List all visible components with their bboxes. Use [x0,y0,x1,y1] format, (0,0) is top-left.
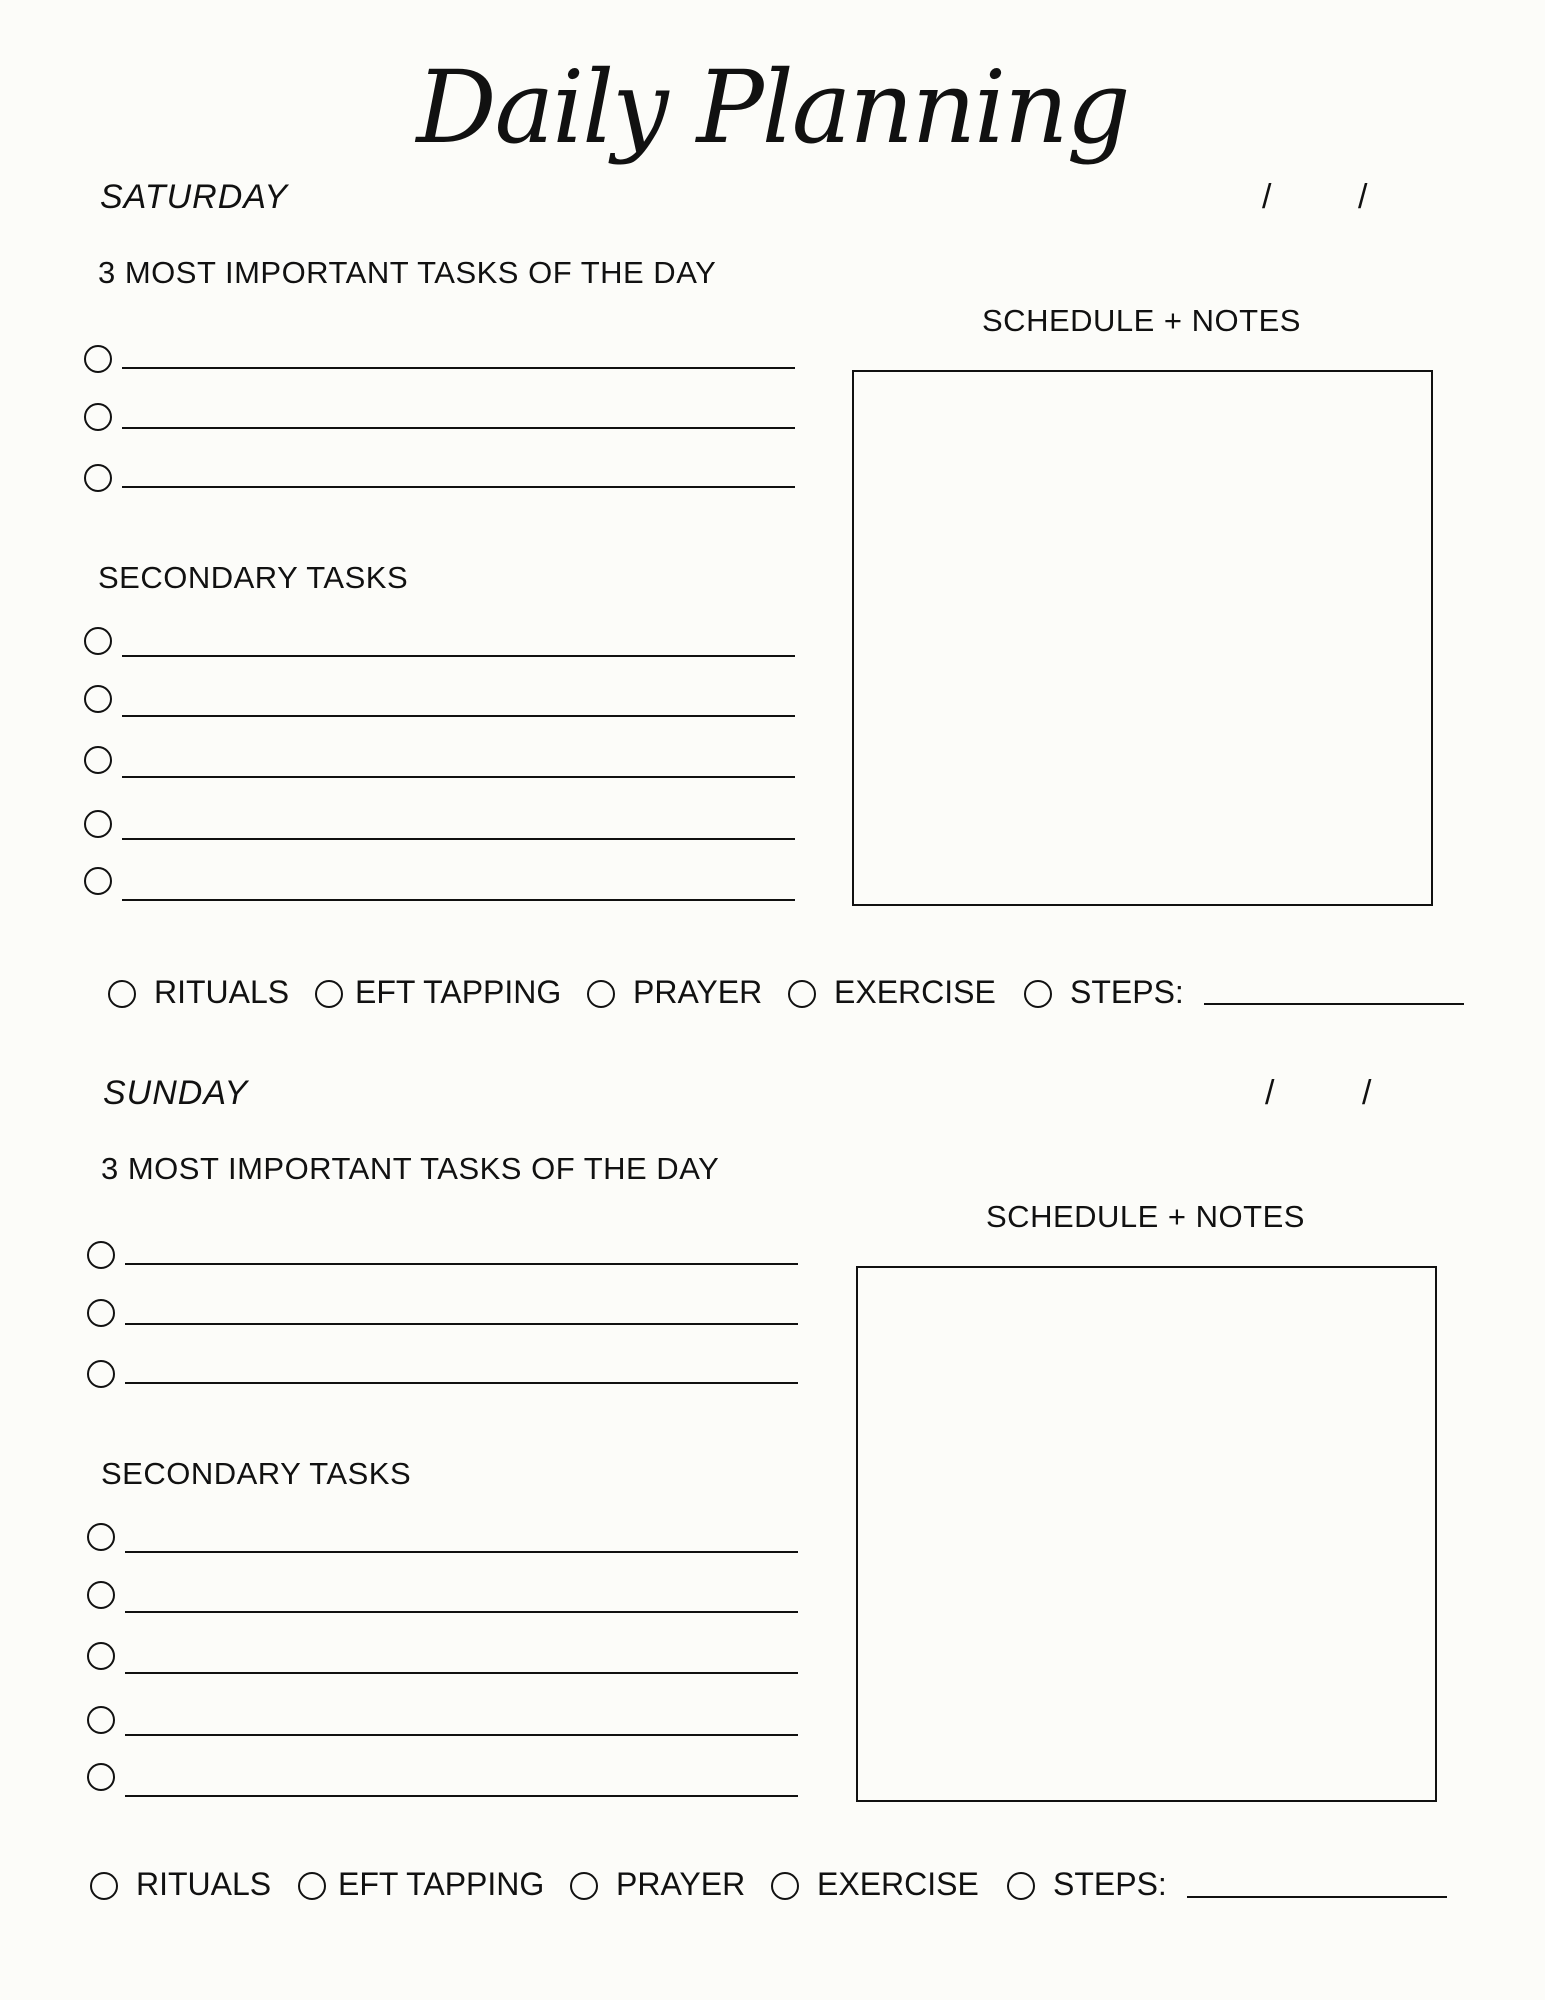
schedule-notes-box[interactable] [852,370,1433,906]
task-line[interactable] [125,1611,798,1613]
schedule-heading: SCHEDULE + NOTES [982,303,1301,338]
habit-label: EXERCISE [817,1866,979,1902]
day-section-sunday [0,896,1545,1902]
important-task-row[interactable] [0,1241,820,1281]
task-checkbox[interactable] [87,1706,115,1734]
date-separator: / [1265,1074,1275,1112]
day-name: SATURDAY [100,178,289,216]
habit-label: STEPS: [1053,1866,1167,1902]
habit-checkbox[interactable] [1007,1872,1035,1900]
secondary-task-row[interactable] [0,746,820,786]
task-checkbox[interactable] [84,345,112,373]
secondary-task-row[interactable] [0,810,820,850]
habit-checkbox[interactable] [570,1872,598,1900]
habit-label: EFT TAPPING [338,1866,545,1902]
page-title: Daily Planning [416,49,1129,166]
task-checkbox[interactable] [84,403,112,431]
important-task-row[interactable] [0,1299,820,1339]
schedule-heading: SCHEDULE + NOTES [986,1199,1305,1234]
secondary-task-row[interactable] [0,1706,820,1746]
habit-label: RITUALS [136,1866,272,1902]
habit-label: EXERCISE [834,974,996,1010]
secondary-task-row[interactable] [0,627,820,667]
task-line[interactable] [122,655,795,657]
date-separator: / [1262,178,1272,216]
secondary-task-row[interactable] [0,685,820,725]
task-checkbox[interactable] [87,1299,115,1327]
day-name: SUNDAY [103,1074,249,1112]
task-checkbox[interactable] [87,1360,115,1388]
habit-checkbox[interactable] [771,1872,799,1900]
task-checkbox[interactable] [87,1763,115,1791]
task-line[interactable] [122,367,795,369]
secondary-tasks-heading: SECONDARY TASKS [101,1456,412,1491]
important-task-row[interactable] [0,403,820,443]
habit-label: EFT TAPPING [355,974,562,1010]
task-line[interactable] [122,838,795,840]
task-checkbox[interactable] [87,1241,115,1269]
date-separator: / [1362,1074,1372,1112]
important-tasks-heading: 3 MOST IMPORTANT TASKS OF THE DAY [101,1151,720,1186]
task-checkbox[interactable] [84,867,112,895]
task-checkbox[interactable] [84,810,112,838]
task-line[interactable] [125,1323,798,1325]
secondary-task-row[interactable] [0,1763,820,1803]
secondary-task-row[interactable] [0,1581,820,1621]
task-line[interactable] [122,486,795,488]
secondary-tasks-heading: SECONDARY TASKS [98,560,409,595]
task-line[interactable] [122,715,795,717]
habit-label: STEPS: [1070,974,1184,1010]
task-line[interactable] [125,1551,798,1553]
task-checkbox[interactable] [84,464,112,492]
habit-checkbox[interactable] [298,1872,326,1900]
task-checkbox[interactable] [84,627,112,655]
important-task-row[interactable] [0,345,820,385]
task-checkbox[interactable] [87,1523,115,1551]
steps-input-line[interactable] [1187,1896,1447,1898]
task-line[interactable] [125,1734,798,1736]
task-line[interactable] [125,1382,798,1384]
important-tasks-heading: 3 MOST IMPORTANT TASKS OF THE DAY [98,255,717,290]
habit-label: RITUALS [154,974,290,1010]
habit-checkbox[interactable] [90,1872,118,1900]
important-task-row[interactable] [0,464,820,504]
task-checkbox[interactable] [84,685,112,713]
secondary-task-row[interactable] [0,1523,820,1563]
task-line[interactable] [125,1795,798,1797]
task-line[interactable] [125,1672,798,1674]
secondary-task-row[interactable] [0,1642,820,1682]
task-checkbox[interactable] [84,746,112,774]
task-line[interactable] [122,427,795,429]
schedule-notes-box[interactable] [856,1266,1437,1802]
task-line[interactable] [122,776,795,778]
task-checkbox[interactable] [87,1581,115,1609]
habit-label: PRAYER [633,974,763,1010]
date-separator: / [1358,178,1368,216]
task-line[interactable] [125,1263,798,1265]
task-checkbox[interactable] [87,1642,115,1670]
important-task-row[interactable] [0,1360,820,1400]
habit-label: PRAYER [616,1866,746,1902]
